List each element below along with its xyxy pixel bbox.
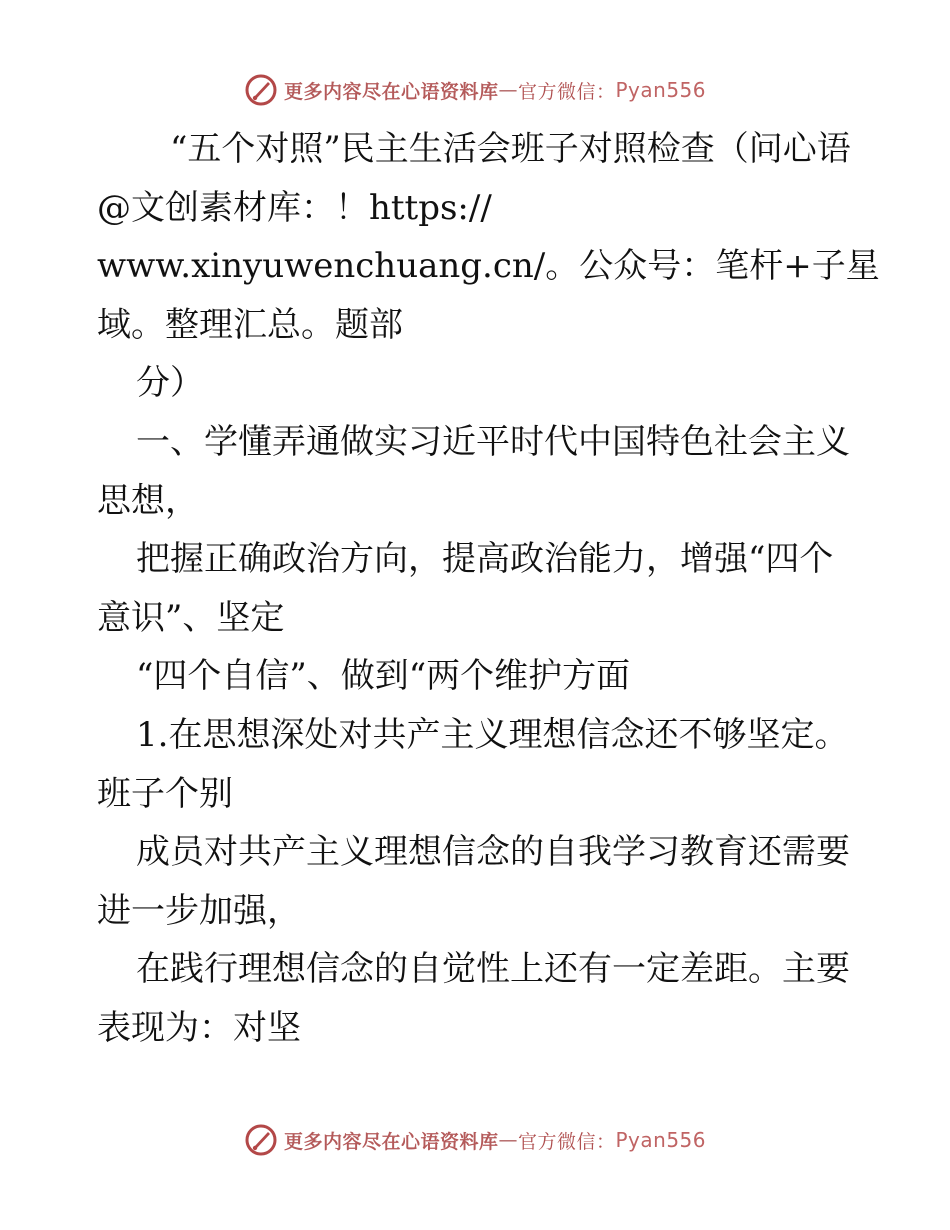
text-line: 一、学懂弄通做实习近平时代中国特色社会主义 [136,421,850,462]
text-line: 思想， [97,480,199,521]
text-line: “四个自信”、做到“两个维护方面 [136,656,631,697]
watermark-wechat-id: Pyan556 [615,1128,707,1152]
text-line: www.xinyuwenchuang.cn/。公众号：笔杆+子星 [97,246,880,287]
text-line: 成员对共产主义理想信念的自我学习教育还需要 [136,832,850,873]
watermark-wechat-id: Pyan556 [615,78,707,102]
text-line: 域。整理汇总。题部 [97,304,403,345]
footer-watermark [0,1120,950,1160]
document-body [97,120,880,1058]
watermark-separator: — [498,1129,518,1151]
text-line: 进一步加强， [97,890,301,931]
quill-seal-icon [244,73,278,107]
watermark-suffix: 官方微信： [517,1130,616,1153]
text-line: “五个对照”民主生活会班子对照检查（问心语 [170,129,851,169]
text-line: 1.在思想深处对共产主义理想信念还不够坚定。 [136,714,849,755]
text-line: @文创素材库：！https:// [97,187,492,228]
watermark-brand: 更多内容尽在心语资料库 [283,80,499,103]
text-line: 把握正确政治方向，提高政治能力，增强“四个 [136,539,834,580]
text-line: 表现为：对坚 [97,1007,301,1048]
text-line: 意识”、坚定 [97,597,285,638]
text-line: 分） [136,363,204,404]
watermark-brand: 更多内容尽在心语资料库 [283,1130,499,1153]
watermark-separator: — [498,79,518,101]
text-line: 班子个别 [97,773,233,814]
header-watermark [0,70,950,110]
watermark-suffix: 官方微信： [517,80,616,103]
text-line: 在践行理想信念的自觉性上还有一定差距。主要 [136,949,850,990]
quill-seal-icon [244,1123,278,1157]
